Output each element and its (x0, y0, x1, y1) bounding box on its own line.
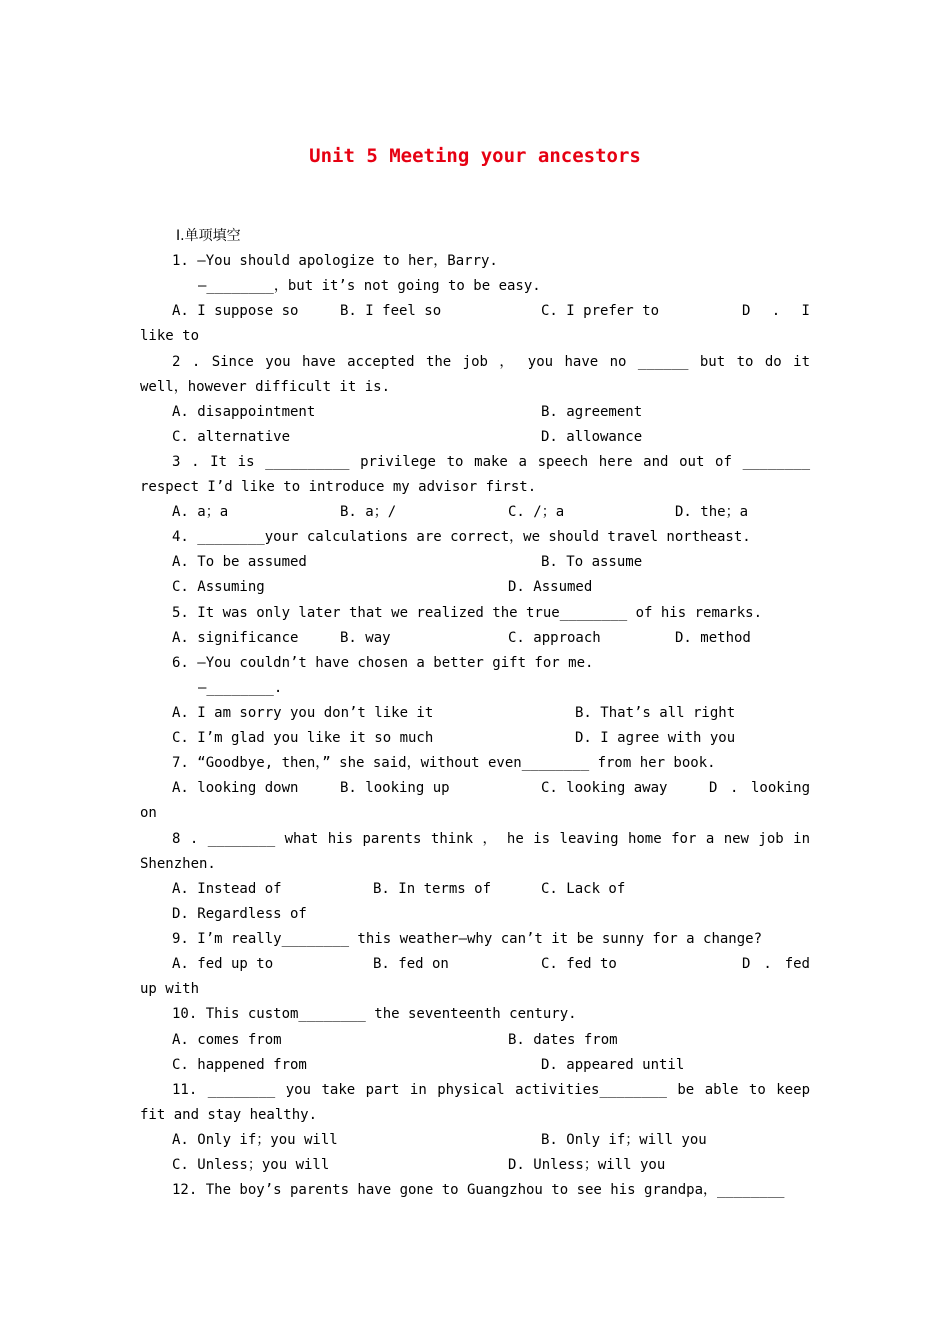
option-4b: B. To assume (541, 554, 643, 570)
question-11: 11. ________ you take part in physical activities________ be able to keep (172, 1082, 810, 1098)
option-7a: A. looking down (172, 780, 299, 796)
option-5b: B. way (340, 630, 391, 646)
option-4a: A. To be assumed (172, 554, 307, 570)
option-8b: B. In terms of (373, 881, 492, 897)
question-1-response: —________，but it’s not going to be easy. (198, 278, 541, 294)
question-5: 5. It was only later that we realized the true________ of his remarks. (172, 605, 763, 621)
option-1a: A. I suppose so (172, 303, 299, 319)
option-1d: D . I (742, 303, 810, 319)
question-6: 6. —You couldn’t have chosen a better gift for me. (172, 655, 594, 671)
option-6b: B. That’s all right (575, 705, 736, 721)
option-8a: A. Instead of (172, 881, 282, 897)
option-11d: D. Unless；will you (508, 1157, 666, 1173)
option-2b: B. agreement (541, 404, 643, 420)
question-6-response: —________. (198, 680, 283, 696)
option-1c: C. I prefer to (541, 303, 660, 319)
option-4d: D. Assumed (508, 579, 593, 595)
option-4c: C. Assuming (172, 579, 265, 595)
question-8-cont: Shenzhen. (140, 856, 216, 872)
option-3b: B. a；/ (340, 504, 397, 520)
question-3-cont: respect I’d like to introduce my advisor first. (140, 479, 537, 495)
option-9a: A. fed up to (172, 956, 274, 972)
question-8: 8 . ________ what his parents think ， he is leaving home for a new job in (172, 831, 810, 847)
section-heading: Ⅰ.单项填空 (176, 228, 241, 244)
option-8c: C. Lack of (541, 881, 626, 897)
option-7b: B. looking up (340, 780, 450, 796)
option-10b: B. dates from (508, 1032, 618, 1048)
question-10: 10. This custom________ the seventeenth century. (172, 1006, 577, 1022)
option-11a: A. Only if；you will (172, 1132, 338, 1148)
option-6a: A. I am sorry you don’t like it (172, 705, 434, 721)
option-7c: C. looking away (541, 780, 668, 796)
option-2d: D. allowance (541, 429, 643, 445)
option-11b: B. Only if；will you (541, 1132, 707, 1148)
option-6d: D. I agree with you (575, 730, 736, 746)
option-5c: C. approach (508, 630, 601, 646)
option-7d-cont: on (140, 805, 157, 821)
option-5a: A. significance (172, 630, 299, 646)
option-10a: A. comes from (172, 1032, 282, 1048)
question-2-cont: well，however difficult it is. (140, 379, 391, 395)
option-5d: D. method (675, 630, 751, 646)
option-2c: C. alternative (172, 429, 291, 445)
option-1d-cont: like to (140, 328, 200, 344)
option-2a: A. disappointment (172, 404, 316, 420)
question-4: 4. ________your calculations are correct，we should travel northeast. (172, 529, 751, 545)
question-9: 9. I’m really________ this weather—why can’t it be sunny for a change? (172, 931, 763, 947)
question-3: 3 . It is __________ privilege to make a speech here and out of ________ (172, 454, 810, 470)
question-11-cont: fit and stay healthy. (140, 1107, 318, 1123)
option-9d: D . fed (742, 956, 810, 972)
option-9b: B. fed on (373, 956, 449, 972)
option-9d-cont: up with (140, 981, 200, 997)
question-2: 2 . Since you have accepted the job ， you have no ______ but to do it (172, 354, 810, 370)
option-3a: A. a；a (172, 504, 229, 520)
page-title: Unit 5 Meeting your ancestors (309, 145, 641, 167)
option-9c: C. fed to (541, 956, 617, 972)
option-10d: D. appeared until (541, 1057, 685, 1073)
question-1: 1. —You should apologize to her，Barry. (172, 253, 498, 269)
option-1b: B. I feel so (340, 303, 442, 319)
option-8d: D. Regardless of (172, 906, 307, 922)
option-10c: C. happened from (172, 1057, 307, 1073)
option-7d: D . looking (709, 780, 810, 796)
question-7: 7. “Goodbye, then，” she said，without even________ from her book. (172, 755, 716, 771)
option-3d: D. the；a (675, 504, 749, 520)
option-11c: C. Unless；you will (172, 1157, 330, 1173)
option-6c: C. I’m glad you like it so much (172, 730, 434, 746)
option-3c: C. /；a (508, 504, 565, 520)
question-12: 12. The boy’s parents have gone to Guangzhou to see his grandpa，________ (172, 1182, 785, 1198)
